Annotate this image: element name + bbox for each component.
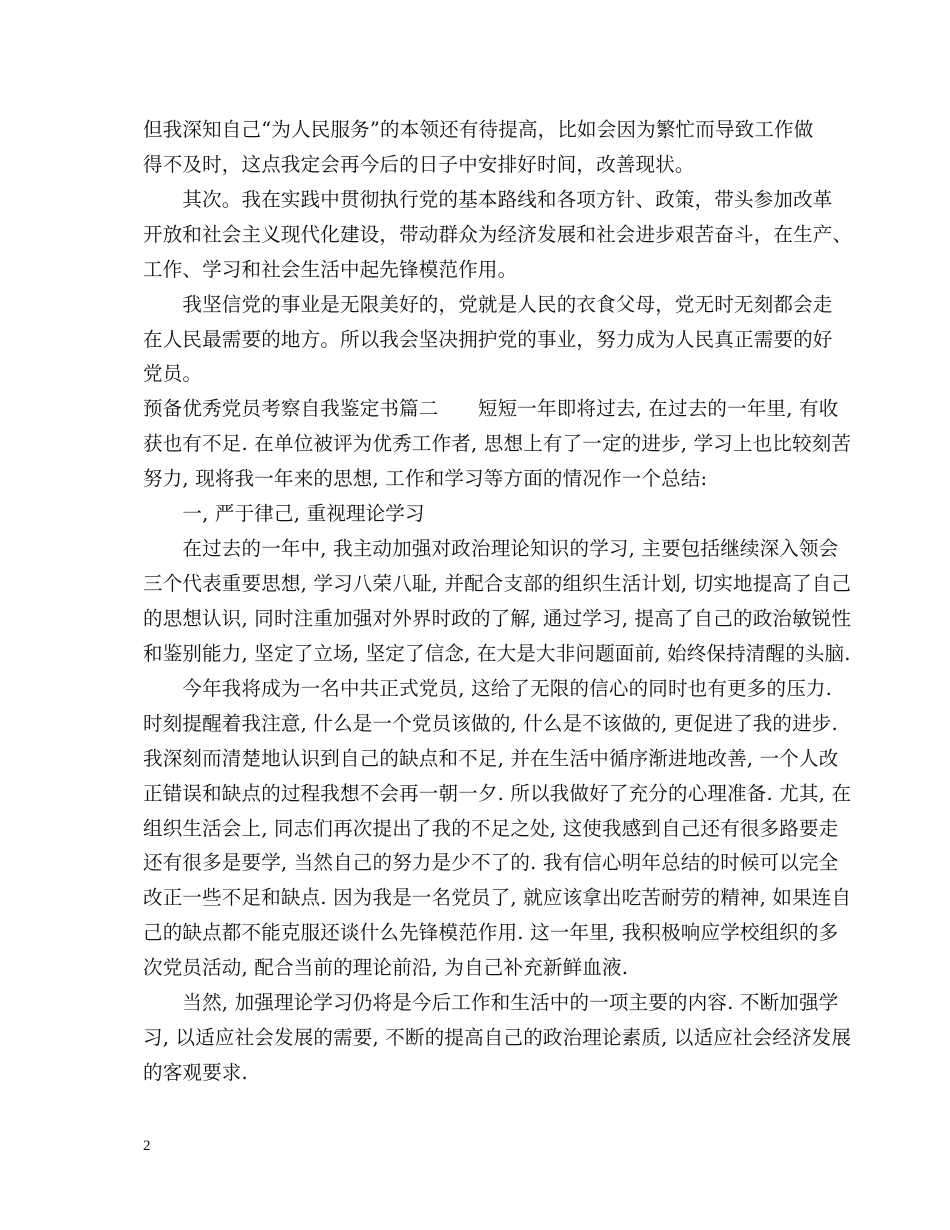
text-line: 的思想认识, 同时注重加强对外界时政的了解, 通过学习, 提高了自己的政治敏锐性 bbox=[143, 607, 852, 630]
text-line: 在过去的一年中, 我主动加强对政治理论知识的学习, 主要包括继续深入领会 bbox=[143, 537, 839, 560]
text-line: 习, 以适应社会发展的需要, 不断的提高自己的政治理论素质, 以适应社会经济发展 bbox=[143, 1026, 852, 1049]
text-line: 在人民最需要的地方。所以我会坚决拥护党的事业，努力成为人民真正需要的好 bbox=[143, 328, 833, 351]
text-line: 今年我将成为一名中共正式党员, 这给了无限的信心的同时也有更多的压力. bbox=[143, 677, 832, 700]
text-line: 己的缺点都不能克服还谈什么先锋模范作用. 这一年里, 我积极响应学校组织的多 bbox=[143, 921, 839, 944]
text-line: 次党员活动, 配合当前的理论前沿, 为自己补充新鲜血液. bbox=[143, 956, 629, 979]
text-line: 获也有不足. 在单位被评为优秀工作者, 思想上有了一定的进步, 学习上也比较刻苦 bbox=[143, 432, 852, 455]
text-line: 当然, 加强理论学习仍将是今后工作和生活中的一项主要的内容. 不断加强学 bbox=[143, 991, 839, 1014]
text-line: 但我深知自己“为人民服务”的本领还有待提高，比如会因为繁忙而导致工作做 bbox=[143, 118, 814, 141]
text-line: 得不及时，这点我定会再今后的日子中安排好时间，改善现状。 bbox=[143, 153, 695, 176]
text-line: 三个代表重要思想, 学习八荣八耻, 并配合支部的组织生活计划, 切实地提高了自己 bbox=[143, 572, 852, 595]
text-line: 组织生活会上, 同志们再次提出了我的不足之处, 这使我感到自己还有很多路要走 bbox=[143, 817, 839, 840]
text-line: 努力, 现将我一年来的思想, 工作和学习等方面的情况作一个总结: bbox=[143, 467, 708, 490]
text-line: 时刻提醒着我注意, 什么是一个党员该做的, 什么是不该做的, 更促进了我的进步. bbox=[143, 712, 838, 735]
text-line: 还有很多是要学, 当然自己的努力是少不了的. 我有信心明年总结的时候可以完全 bbox=[143, 851, 839, 874]
text-line: 一, 严于律己, 重视理论学习 bbox=[143, 502, 425, 525]
text-line: 的客观要求. bbox=[143, 1061, 248, 1084]
text-line: 开放和社会主义现代化建设，带动群众为经济发展和社会进步艰苦奋斗，在生产、 bbox=[143, 223, 853, 246]
text-line: 其次。我在实践中贯彻执行党的基本路线和各项方针、政策，带头参加改革 bbox=[143, 188, 833, 211]
text-line: 预备优秀党员考察自我鉴定书篇二 短短一年即将过去, 在过去的一年里, 有收 bbox=[143, 397, 839, 420]
text-line: 我坚信党的事业是无限美好的，党就是人民的衣食父母，党无时无刻都会走 bbox=[143, 293, 833, 316]
text-line: 工作、学习和社会生活中起先锋模范作用。 bbox=[143, 258, 518, 281]
text-line: 我深刻而清楚地认识到自己的缺点和不足, 并在生活中循序渐进地改善, 一个人改 bbox=[143, 747, 839, 770]
text-line: 和鉴别能力, 坚定了立场, 坚定了信念, 在大是大非问题面前, 始终保持清醒的头脑. bbox=[143, 642, 851, 665]
text-line: 党员。 bbox=[143, 362, 203, 385]
text-line: 改正一些不足和缺点. 因为我是一名党员了, 就应该拿出吃苦耐劳的精神, 如果连自 bbox=[143, 886, 852, 909]
page-number: 2 bbox=[143, 1138, 151, 1154]
text-line: 正错误和缺点的过程我想不会再一朝一夕. 所以我做好了充分的心理准备. 尤其, 在 bbox=[143, 782, 852, 805]
